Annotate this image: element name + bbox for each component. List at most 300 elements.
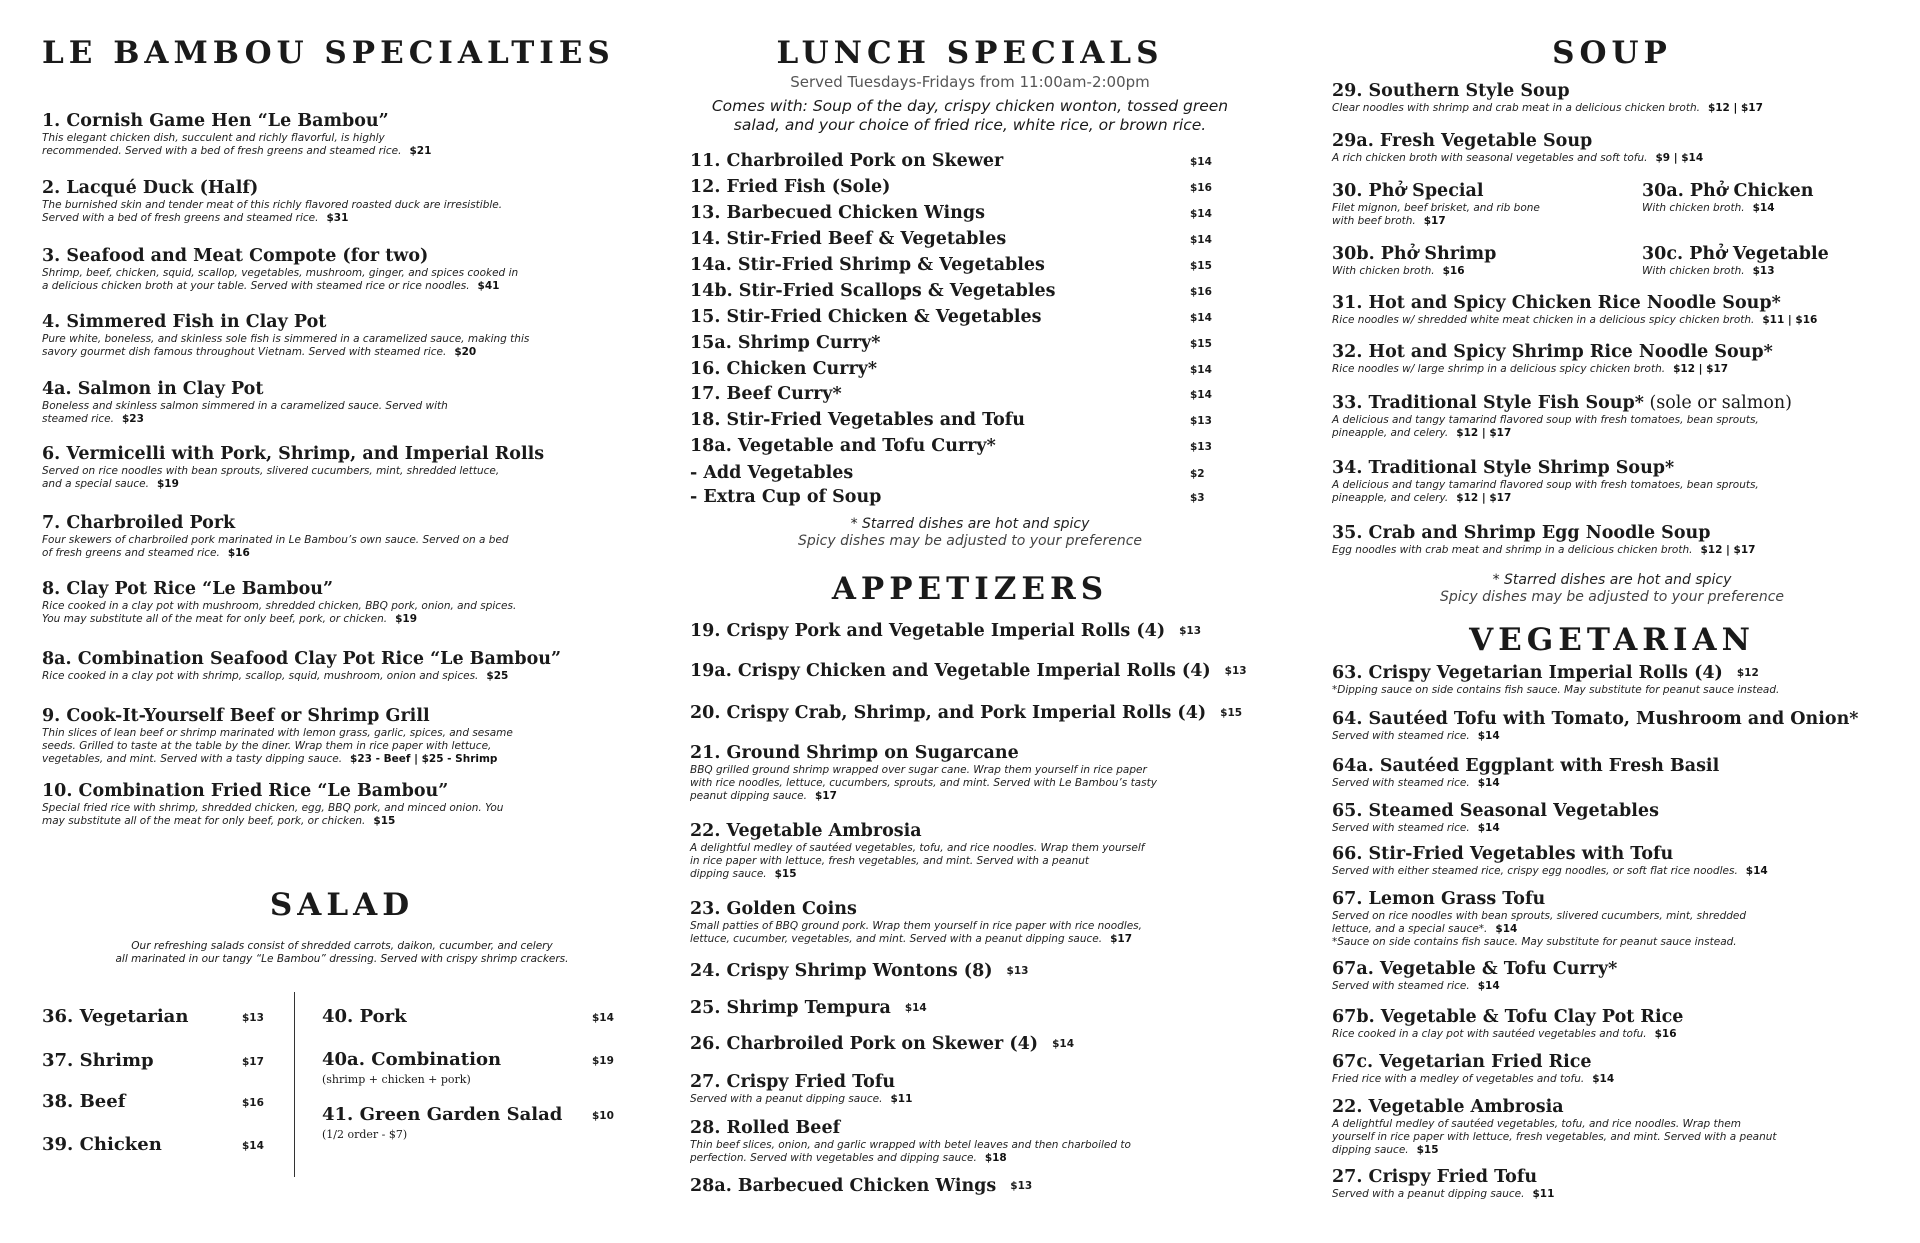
lunch-item-price: $14 [1190,389,1212,401]
item-description [1332,910,1892,949]
item-price: $41 [477,280,500,292]
salad-item [42,1050,272,1072]
description-line [1332,777,1892,790]
item-name [1332,843,1892,865]
description-text: A rich chicken broth with seasonal vegetables and soft tofu. [1332,152,1648,164]
menu-item [1332,800,1892,835]
menu-item [1332,662,1892,697]
lunch-item [690,202,1250,224]
lunch-item-name: 18a. Vegetable and Tofu Curry* [690,436,996,456]
item-name-text: 2. Lacqué Duck (Half) [42,178,259,198]
item-name [1332,130,1892,152]
item-name [42,245,632,267]
menu-item [690,1175,1250,1197]
menu-item [42,110,632,158]
salad-item-price: $17 [242,1056,264,1068]
description-line [42,280,632,293]
item-name [42,512,632,534]
description-text: Served with a peanut dipping sauce. [1332,1188,1525,1200]
lunch-item-price: $13 [1190,441,1212,453]
item-name [1332,80,1892,102]
description-line [42,753,632,766]
description-text: Pure white, boneless, and skinless sole fish is simmered in a caramelized sauce, making this [42,333,530,345]
item-price: $13 [1179,625,1202,637]
item-name [1332,1096,1892,1118]
menu-item [42,177,632,225]
description-line [1332,202,1632,215]
menu-item [42,512,632,560]
salad-title: SALAD [269,887,415,923]
description-line [1332,865,1892,878]
lunch-item-name: 12. Fried Fish (Sole) [690,177,891,197]
item-description [42,333,632,359]
item-price: $23 - Beef | $25 - Shrimp [350,753,498,765]
lunch-item-name: 15. Stir-Fried Chicken & Vegetables [690,307,1042,327]
menu-item [1332,341,1892,376]
item-description [1332,363,1892,376]
menu-item [690,1117,1250,1165]
item-description [1332,479,1892,505]
item-description [1332,265,1632,278]
description-text: Served with either steamed rice, crispy egg noodles, or soft flat rice noodles. [1332,865,1738,877]
description-line [42,212,632,225]
lunch-item [690,486,1250,508]
menu-item [1332,843,1892,878]
item-name [1332,708,1892,730]
item-description [42,727,632,766]
item-name [690,660,1250,682]
description-text: and a special sauce. [42,478,149,490]
item-description [690,920,1250,946]
salad-divider [294,992,295,1177]
item-name-text: 33. Traditional Style Fish Soup* [1332,393,1644,413]
item-name [1332,292,1892,314]
menu-item [42,578,632,626]
item-name [690,1071,1250,1093]
description-text: a delicious chicken broth at your table. Served with steamed rice or rice noodles. [42,280,470,292]
item-name-text: 28. Rolled Beef [690,1118,841,1138]
item-price: $21 [409,145,432,157]
item-name-text: 9. Cook-It-Yourself Beef or Shrimp Grill [42,706,430,726]
description-line [1332,1188,1892,1201]
item-price: $14 [1052,1038,1074,1050]
item-name-text: 8a. Combination Seafood Clay Pot Rice “Le Bambou” [42,649,562,669]
lunch-item [690,358,1250,380]
item-description [1332,1073,1892,1086]
item-name [1332,341,1892,363]
description-line [1332,936,1892,949]
lunch-starred-note: * Starred dishes are hot and spicy [850,516,1090,532]
lunch-item-price: $2 [1190,468,1205,480]
item-name-text: 19. Crispy Pork and Vegetable Imperial Rolls (4) [690,621,1166,641]
lunch-item-price: $15 [1190,260,1212,272]
item-name [1642,243,1920,265]
menu-item [690,702,1250,724]
description-text: Served with steamed rice. [1332,980,1470,992]
item-name [690,620,1250,642]
item-name [42,177,632,199]
description-line [42,613,632,626]
item-name-note: (sole or salmon) [1643,393,1793,413]
description-text: A delicious and tangy tamarind flavored soup with fresh tomatoes, bean sprouts, [1332,479,1759,491]
item-name-text: 34. Traditional Style Shrimp Soup* [1332,458,1675,478]
lunch-item-name: 14. Stir-Fried Beef & Vegetables [690,229,1007,249]
item-price: $16 [1654,1028,1677,1040]
menu-item [690,898,1250,946]
description-line [1332,544,1892,557]
description-line [690,1093,1250,1106]
item-name-text: 22. Vegetable Ambrosia [690,821,922,841]
item-description [42,199,632,225]
salad-item-name: 36. Vegetarian [42,1006,189,1027]
item-description [690,842,1250,881]
item-price: $11 [1532,1188,1555,1200]
description-line [1332,730,1892,743]
menu-item [690,620,1250,642]
item-price: $15 [774,868,797,880]
salad-item-price: $16 [242,1097,264,1109]
item-name [1332,800,1892,822]
item-name-text: 25. Shrimp Tempura [690,998,891,1018]
lunch-item [690,383,1250,405]
item-name-text: 21. Ground Shrimp on Sugarcane [690,743,1019,763]
item-name [1332,1051,1892,1073]
lunch-served-hours: Served Tuesdays-Fridays from 11:00am-2:00pm [790,73,1150,91]
item-price: $18 [984,1152,1007,1164]
item-name [690,898,1250,920]
description-text: may substitute all of the meat for only beef, pork, or chicken. [42,815,366,827]
description-line [1332,1118,1892,1131]
description-line [42,132,632,145]
description-line [1332,1144,1892,1157]
menu-item [1332,958,1892,993]
salad-item-name: 40. Pork [322,1006,407,1027]
item-price: $14 [1592,1073,1615,1085]
description-text: Shrimp, beef, chicken, squid, scallop, vegetables, mushroom, ginger, and spices cooked in [42,267,519,279]
menu-item [1332,1096,1892,1157]
description-line [1332,822,1892,835]
description-line [1332,1028,1892,1041]
description-text: lettuce, and a special sauce*. [1332,923,1488,935]
description-line [42,333,632,346]
item-price: $15 [373,815,396,827]
lunch-item-price: $3 [1190,492,1205,504]
item-name-text: 30. Phở Special [1332,181,1484,201]
description-text: Thin beef slices, onion, and garlic wrapped with betel leaves and then charboiled to [690,1139,1131,1151]
item-price: $14 [1752,202,1775,214]
description-line [690,855,1250,868]
description-line [42,478,632,491]
salad-item-note: (shrimp + chicken + pork) [322,1073,471,1086]
item-name [1332,755,1892,777]
description-text: peanut dipping sauce. [690,790,807,802]
menu-item [42,648,632,683]
item-description [42,132,632,158]
soup-title: SOUP [1552,35,1672,71]
description-line [1332,910,1892,923]
menu-item [690,960,1250,982]
description-line [690,764,1250,777]
item-name-text: 67. Lemon Grass Tofu [1332,889,1546,909]
description-line [1332,923,1892,936]
salad-item [42,1006,272,1028]
description-line [1332,1073,1892,1086]
item-price: $14 [1495,923,1518,935]
item-description [1332,544,1892,557]
item-description [1332,314,1892,327]
menu-item [1332,457,1892,505]
item-name-text: 65. Steamed Seasonal Vegetables [1332,801,1659,821]
description-text: BBQ grilled ground shrimp wrapped over sugar cane. Wrap them yourself in rice paper [690,764,1147,776]
item-name [1332,457,1892,479]
description-line [42,145,632,158]
description-text: With chicken broth. [1642,202,1745,214]
description-line [1332,102,1892,115]
item-name [690,1175,1250,1197]
description-text: yourself in rice paper with lettuce, fresh vegetables, and mint. Served with a peanut [1332,1131,1777,1143]
item-description [1642,202,1920,215]
description-text: of fresh greens and steamed rice. [42,547,220,559]
item-name [690,997,1250,1019]
lunch-item-price: $14 [1190,156,1212,168]
item-name-text: 10. Combination Fried Rice “Le Bambou” [42,781,449,801]
item-name-text: 26. Charbroiled Pork on Skewer (4) [690,1034,1039,1054]
item-price: $31 [326,212,349,224]
description-text: savory gourmet dish famous throughout Vietnam. Served with steamed rice. [42,346,447,358]
description-text: This elegant chicken dish, succulent and richly flavorful, is highly [42,132,385,144]
lunch-item-name: - Extra Cup of Soup [690,487,882,507]
lunch-item [690,176,1250,198]
menu-item [1332,522,1892,557]
item-description [1332,1028,1892,1041]
salad-intro [42,940,642,966]
item-name [42,443,632,465]
salad-item-name: 39. Chicken [42,1134,162,1155]
description-text: Served with steamed rice. [1332,730,1470,742]
item-name-text: 7. Charbroiled Pork [42,513,236,533]
menu-item [42,311,632,359]
lunch-item [690,332,1250,354]
item-description [1332,730,1892,743]
salad-item-price: $10 [592,1110,614,1122]
item-name-text: 3. Seafood and Meat Compote (for two) [42,246,429,266]
item-description [42,465,632,491]
item-price: $13 [1006,965,1029,977]
item-name-text: 29. Southern Style Soup [1332,81,1570,101]
description-text: Boneless and skinless salmon simmered in a caramelized sauce. Served with [42,400,448,412]
description-text: recommended. Served with a bed of fresh greens and steamed rice. [42,145,402,157]
salad-item-price: $13 [242,1012,264,1024]
item-description [1332,777,1892,790]
item-name [42,705,632,727]
menu-item [1332,392,1892,440]
description-text: Served on rice noodles with bean sprouts, slivered cucumbers, mint, shredded [1332,910,1747,922]
description-line [42,346,632,359]
menu-item [1332,80,1892,115]
item-price: $11 [890,1093,913,1105]
description-text: pineapple, and celery. [1332,427,1449,439]
description-line [42,815,632,828]
description-line [1332,215,1632,228]
item-description [1332,102,1892,115]
item-description [42,600,632,626]
item-name [1332,1006,1892,1028]
salad-intro-line: all marinated in our tangy “Le Bambou” dressing. Served with crispy shrimp crackers. [115,953,569,965]
menu-item [690,742,1250,803]
lunch-comes-with [690,97,1250,135]
item-name-text: 4a. Salmon in Clay Pot [42,379,264,399]
description-text: Rice cooked in a clay pot with shrimp, scallop, squid, mushroom, onion and spices. [42,670,479,682]
item-name [1332,888,1892,910]
description-line [42,199,632,212]
description-line [1332,479,1892,492]
description-line [42,267,632,280]
description-line [1332,363,1892,376]
description-text: seeds. Grilled to taste at the table by the diner. Wrap them in rice paper with lettuce, [42,740,492,752]
item-name [690,820,1250,842]
menu-item [1332,292,1892,327]
item-price: $17 [1423,215,1446,227]
item-price: $15 [1416,1144,1439,1156]
description-text: vegetables, and mint. Served with a tasty dipping sauce. [42,753,343,765]
lunch-item-price: $14 [1190,208,1212,220]
item-description [1332,980,1892,993]
menu-item [42,443,632,491]
lunch-item-name: 18. Stir-Fried Vegetables and Tofu [690,410,1026,430]
item-name [1332,958,1892,980]
item-name-text: 28a. Barbecued Chicken Wings [690,1176,997,1196]
description-text: With chicken broth. [1332,265,1435,277]
item-price: $12 | $17 [1456,492,1512,504]
comes-with-line: Comes with: Soup of the day, crispy chicken wonton, tossed green [711,97,1229,115]
item-name-text: 32. Hot and Spicy Shrimp Rice Noodle Soup* [1332,342,1773,362]
description-text: dipping sauce. [1332,1144,1409,1156]
item-name-text: 64. Sautéed Tofu with Tomato, Mushroom and Onion* [1332,709,1859,729]
item-name-text: 23. Golden Coins [690,899,857,919]
menu-item [1332,243,1632,278]
salad-item-name: 41. Green Garden Salad [322,1104,563,1125]
item-description [42,267,632,293]
item-price: $20 [454,346,477,358]
description-line [690,933,1250,946]
item-description [1332,1118,1892,1157]
menu-item [690,820,1250,881]
item-price: $14 [1477,980,1500,992]
salad-item [42,1134,272,1156]
item-price: $16 [1442,265,1465,277]
item-price: $12 | $17 [1456,427,1512,439]
description-line [690,1152,1250,1165]
item-name-text: 4. Simmered Fish in Clay Pot [42,312,327,332]
lunch-item [690,228,1250,250]
item-name [1332,180,1632,202]
menu-item [1332,708,1892,743]
item-price: $16 [227,547,250,559]
lunch-item-price: $15 [1190,338,1212,350]
description-text: With chicken broth. [1642,265,1745,277]
salad-item [322,1104,632,1141]
item-name [42,648,632,670]
menu-item [42,378,632,426]
item-name-text: 30a. Phở Chicken [1642,181,1814,201]
item-price: $17 [1110,933,1133,945]
description-text: Served with steamed rice. [1332,822,1470,834]
menu-item [1332,180,1632,228]
item-price: $19 [395,613,417,625]
comes-with-line: salad, and your choice of fried rice, white rice, or brown rice. [733,116,1207,134]
menu-item [690,1033,1250,1055]
menu-item [690,660,1250,682]
item-price: $13 [1224,665,1247,677]
item-name [1642,180,1920,202]
description-line [42,670,632,683]
description-line [1332,1131,1892,1144]
menu-item [42,705,632,766]
item-name [42,311,632,333]
description-line [42,413,632,426]
item-price: $12 | $17 [1700,544,1756,556]
description-line [42,802,632,815]
item-name-text: 67c. Vegetarian Fried Rice [1332,1052,1592,1072]
item-price: $13 [1752,265,1775,277]
salad-item [322,1006,632,1028]
lunch-item-name: 16. Chicken Curry* [690,359,877,379]
salad-intro-line: Our refreshing salads consist of shredded carrots, daikon, cucumber, and celery [131,940,553,952]
lunch-item-name: 14a. Stir-Fried Shrimp & Vegetables [690,255,1045,275]
description-text: You may substitute all of the meat for only beef, pork, or chicken. [42,613,388,625]
description-text: Four skewers of charbroiled pork marinated in Le Bambou’s own sauce. Served on a bed [42,534,509,546]
item-name [42,578,632,600]
item-price: $13 [1010,1180,1033,1192]
lunch-item-name: 15a. Shrimp Curry* [690,333,881,353]
item-name [1332,662,1892,684]
item-name [690,1117,1250,1139]
item-price: $19 [156,478,179,490]
description-line [1642,265,1920,278]
specialties-title: LE BAMBOU SPECIALTIES [42,35,615,71]
soup-starred-note: * Starred dishes are hot and spicy [1492,572,1732,588]
item-description [1332,822,1892,835]
vegetarian-title: VEGETARIAN [1469,622,1755,658]
menu-item [1642,180,1920,215]
description-text: Rice cooked in a clay pot with sautéed vegetables and tofu. [1332,1028,1647,1040]
description-text: The burnished skin and tender meat of this richly flavored roasted duck are irresistible. [42,199,503,211]
salad-item-name: 38. Beef [42,1091,126,1112]
item-name [42,378,632,400]
item-price: $9 | $14 [1655,152,1704,164]
item-name-text: 67a. Vegetable & Tofu Curry* [1332,959,1618,979]
menu-item [1332,1166,1892,1201]
description-text: lettuce, cucumber, vegetables, and mint. Served with a peanut dipping sauce. [690,933,1103,945]
item-name-text: 6. Vermicelli with Pork, Shrimp, and Imperial Rolls [42,444,545,464]
lunch-item-name: 17. Beef Curry* [690,384,842,404]
description-text: A delicious and tangy tamarind flavored soup with fresh tomatoes, bean sprouts, [1332,414,1759,426]
description-text: Served with a bed of fresh greens and steamed rice. [42,212,319,224]
item-name [690,742,1250,764]
description-line [1332,152,1892,165]
lunch-item-price: $13 [1190,415,1212,427]
item-description [1332,202,1632,228]
description-line [1332,684,1892,697]
description-line [42,400,632,413]
item-name [1332,392,1892,414]
description-line [690,920,1250,933]
menu-item [42,780,632,828]
item-name [42,780,632,802]
item-price: $23 [121,413,144,425]
description-line [1332,427,1892,440]
description-line [690,777,1250,790]
